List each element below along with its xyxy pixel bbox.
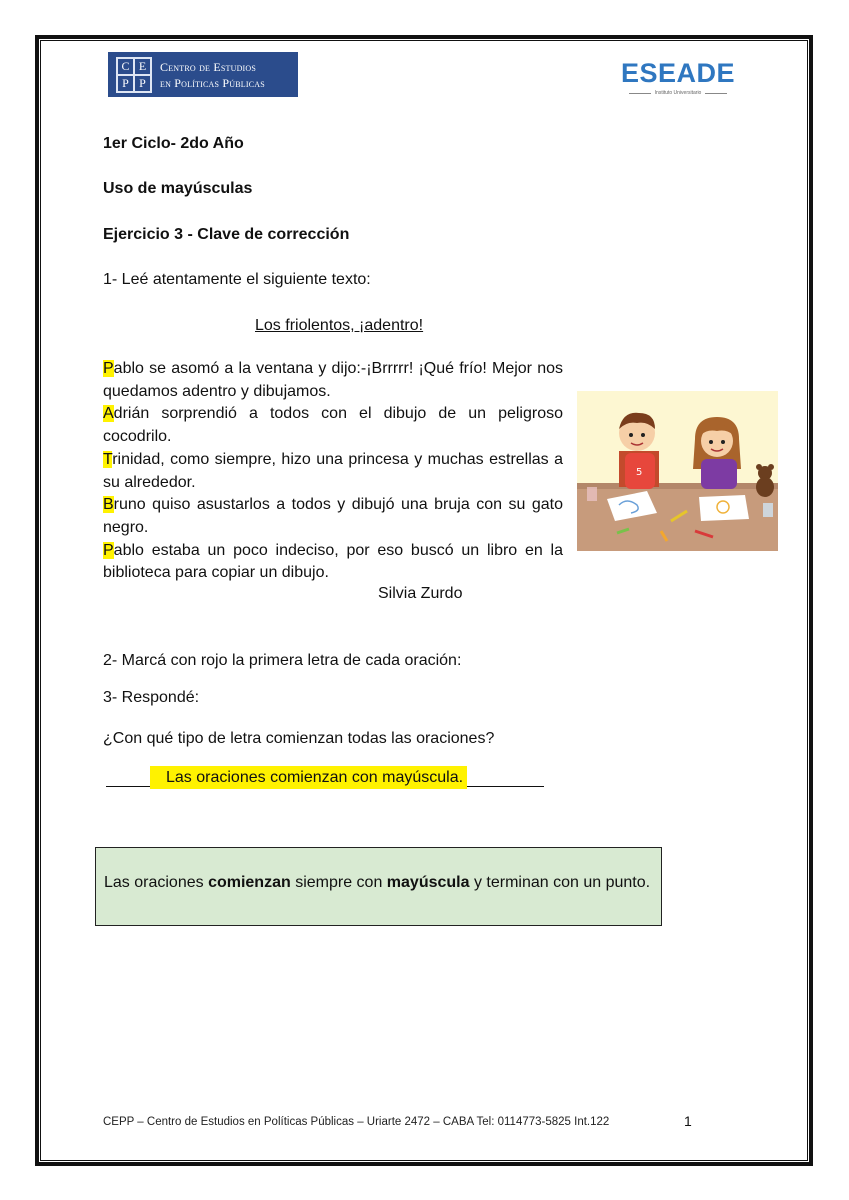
sentence-rest: drián sorprendió a todos con el dibujo de un peligroso cocodrilo. [103, 405, 563, 446]
story-sentence [103, 540, 563, 585]
first-letter-highlight: A [103, 405, 114, 423]
story-text [103, 358, 563, 585]
first-letter-highlight: P [103, 541, 114, 559]
summary-text: siempre con [290, 874, 387, 891]
divider [629, 93, 651, 94]
sentence-rest: runo quiso asustarlos a todos y dibujó una bruja con su gato negro. [103, 496, 563, 536]
page-number: 1 [684, 1113, 692, 1129]
eseade-subtitle: Instituto Universitario [654, 90, 702, 96]
eseade-logo [613, 58, 743, 96]
question-1: 1- Leé atentamente el siguiente texto: [103, 271, 371, 288]
eseade-subtitle-row [613, 90, 743, 96]
children-drawing-illustration [577, 391, 778, 551]
svg-text:5: 5 [636, 467, 643, 478]
eseade-name: ESEADE [620, 58, 736, 88]
answer-highlight: Las oraciones comienzan con mayúscula. [150, 766, 467, 789]
cepp-name [160, 59, 265, 91]
story-sentence [103, 358, 563, 403]
cepp-logo [108, 52, 298, 97]
question-3: 3- Respondé: [103, 689, 200, 706]
cepp-letter: C [117, 58, 134, 75]
story-sentence [103, 403, 563, 448]
first-letter-highlight: T [103, 450, 113, 468]
exercise-heading: Ejercicio 3 - Clave de corrección [103, 226, 350, 243]
first-letter-highlight: B [103, 496, 114, 514]
story-author: Silvia Zurdo [378, 585, 463, 602]
cycle-heading: 1er Ciclo- 2do Año [103, 135, 244, 152]
divider [705, 93, 727, 94]
footer-text: CEPP – Centro de Estudios en Políticas Públicas – Uriarte 2472 – CABA Tel: 0114773-5825 Int.122 [103, 1116, 610, 1128]
cepp-letter: P [134, 75, 151, 92]
summary-bold-word: comienzan [208, 874, 291, 891]
story-sentence [103, 494, 563, 539]
story-title: Los friolentos, ¡adentro! [255, 317, 424, 334]
sentence-rest: ablo estaba un poco indeciso, por eso buscó un libro en la biblioteca para copiar un dibujo. [103, 541, 563, 582]
question-3-prompt: ¿Con qué tipo de letra comienzan todas las oraciones? [103, 730, 495, 747]
topic-heading: Uso de mayúsculas [103, 180, 253, 197]
cepp-name-line2: en Políticas Públicas [160, 75, 265, 90]
summary-bold-word: mayúscula [386, 874, 470, 891]
sentence-rest: rinidad, como siempre, hizo una princesa y muchas estrellas a su alrededor. [103, 450, 563, 491]
summary-text: Las oraciones [104, 874, 209, 891]
first-letter-highlight: P [103, 360, 114, 377]
summary-box [95, 847, 662, 926]
summary-text: y terminan con un punto. [469, 874, 651, 891]
cepp-letter-grid [116, 57, 152, 93]
question-2: 2- Marcá con rojo la primera letra de cada oración: [103, 652, 462, 669]
sentence-rest: ablo se asomó a la ventana y dijo:-¡Brrrrr! ¡Qué frío! Mejor nos quedamos adentro y dibujamos. [103, 360, 563, 400]
cepp-letter: E [134, 58, 151, 75]
cepp-letter: P [117, 75, 134, 92]
cepp-name-line1: Centro de Estudios [160, 59, 257, 74]
story-sentence [103, 449, 563, 494]
answer-line [106, 766, 544, 787]
